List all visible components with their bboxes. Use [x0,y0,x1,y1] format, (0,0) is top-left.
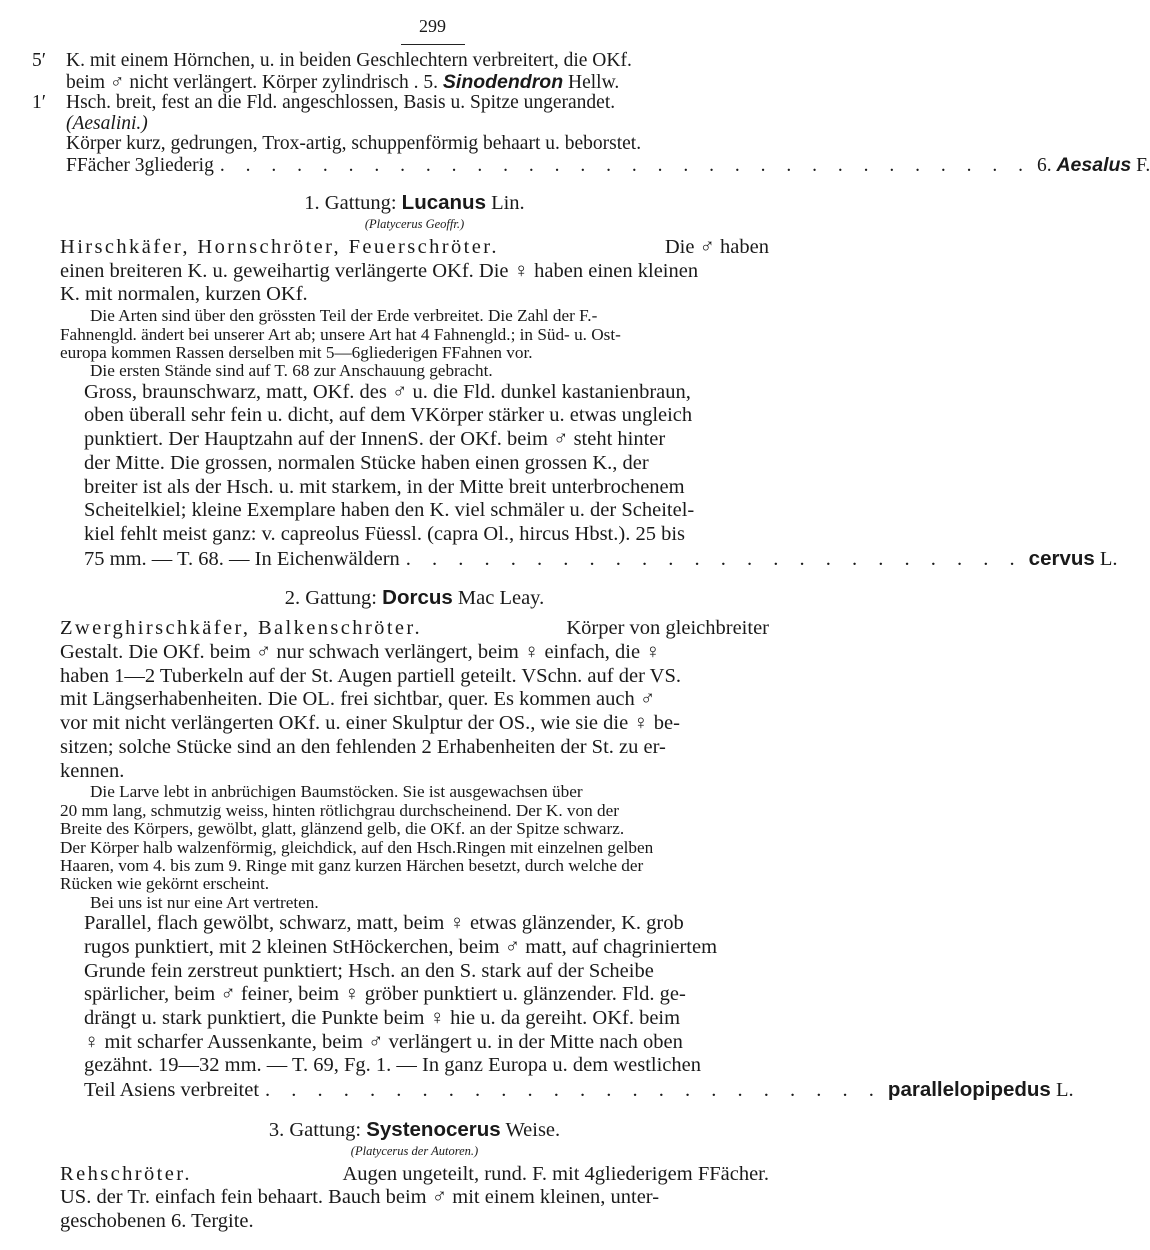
species-line: 75 mm. — T. 68. — In Eichenwäldern . . . . . . . . . . . . . . . . . . . . . . . . cervus L. [84,546,1118,570]
small-text-line: europa kommen Rassen derselben mit 5—6gliederigen FFahnen vor. [60,342,533,362]
species-line: gezähnt. 19—32 mm. — T. 69, Fg. 1. — In ganz Europa u. dem westlichen [84,1054,701,1077]
page-number: 299 [419,16,446,36]
small-text-line: Fahnengld. ändert bei unserer Art ab; unsere Art hat 4 Fahnengld.; in Süd- u. Ost- [60,324,621,344]
genus-dorcus [60,585,1074,1102]
text-line: sitzen; solche Stücke sind an den fehlenden 2 Erhabenheiten der St. zu er- [60,735,666,758]
text-line: kennen. [60,759,125,782]
species-line: ♀ mit scharfer Aussenkante, beim ♂ verlängert u. in der Mitte nach oben [84,1030,683,1053]
text-line: Gestalt. Die OKf. beim ♂ nur schwach verlängert, beim ♀ einfach, die ♀ [60,641,661,664]
species-line: kiel fehlt meist ganz: v. capreolus Füessl. (capra Ol., hircus Hbst.). 25 bis [84,522,686,545]
text-line: Hirschkäfer, Hornschröter, Feuerschröter. Die ♂ haben [60,236,769,258]
text-line: einen breiteren K. u. geweihartig verlängerte OKf. Die ♀ haben einen kleinen [60,259,699,282]
text-line: Zwerghirschkäfer, Balkenschröter. Körper von gleichbreiter [60,617,769,640]
species-line: Gross, braunschwarz, matt, OKf. des ♂ u. die Fld. dunkel kastanienbraun, [84,380,691,403]
genus-name: Sinodendron [442,70,564,93]
species-line: rugos punktiert, mit 2 kleinen StHöckerchen, beim ♂ matt, auf chagriniertem [84,935,718,958]
key-line: Körper kurz, gedrungen, Trox-artig, schuppenförmig behaart u. beborstet. [66,133,642,154]
small-text-line: Breite des Körpers, gewölbt, glatt, glänzend gelb, die OKf. an der Spitze schwarz. [60,819,625,839]
common-names: Zwerghirschkäfer, Balkenschröter. [60,617,423,640]
small-text-line: Die Larve lebt in anbrüchigen Baumstöcken. Sie ist ausgewachsen über [90,782,583,802]
species-line: Scheitelkiel; kleine Exemplare haben den K. viel schmäler u. der Scheitel- [84,499,695,522]
species-line: spärlicher, beim ♂ feiner, beim ♀ gröber punktiert u. glänzender. Fld. ge- [84,983,686,1006]
genus-lucanus [60,190,1118,571]
genus-systenocerus [60,1117,769,1234]
genus-name: Aesalus [1056,153,1132,176]
key-line: FFächer 3gliederig . . . . . . . . . . . . . . . . . . . . . . . . . . . . . . . . 6. Aesalus F. [66,153,1150,176]
species-line: Grunde fein zerstreut punktiert; Hsch. an den S. stark auf der Scheibe [84,959,654,982]
text-line: haben 1—2 Tuberkeln auf der St. Augen partiell geteilt. VSchn. auf der VS. [60,664,681,687]
small-text-line: Bei uns ist nur eine Art vertreten. [90,892,319,912]
key-couplet-number: 5′ [32,50,47,71]
common-names: Hirschkäfer, Hornschröter, Feuerschröter. [60,236,499,258]
key-line: (Aesalini.) [66,112,148,134]
species-line: drängt u. stark punktiert, die Punkte beim ♀ hie u. da gereiht. OKf. beim [84,1006,681,1029]
key-line: 1′ Hsch. breit, fest an die Fld. angeschlossen, Basis u. Spitze ungerandet. [32,92,616,113]
small-text-line: 20 mm lang, schmutzig weiss, hinten rötlichgrau durchscheinend. Der K. von der [60,800,619,820]
page-number-rule [401,44,465,45]
text-line: vor mit nicht verlängerten OKf. u. einer Skulptur der OS., wie sie die ♀ be- [60,712,680,735]
small-text-line: Haaren, vom 4. bis zum 9. Ringe mit ganz kurzen Härchen besetzt, durch welche der [60,855,644,875]
text-line: K. mit normalen, kurzen OKf. [60,283,308,306]
species-name: cervus [1028,546,1095,570]
genus-heading: 2. Gattung: Dorcus Mac Leay. [284,586,545,610]
common-names: Rehschröter. [60,1162,192,1185]
species-line: der Mitte. Die grossen, normalen Stücke haben einen grossen K., der [84,451,649,474]
text-line: Rehschröter. Augen ungeteilt, rund. F. mit 4gliederigem FFächer. [60,1162,769,1185]
genus-synonym: (Platycerus Geoffr.) [364,217,465,231]
leader-dots: . . . . . . . . . . . . . . . . . . . . . . . . [405,547,1023,570]
key-line: 5′ K. mit einem Hörnchen, u. in beiden Geschlechtern verbreitert, die OKf. [32,50,632,71]
text-line: mit Längserhabenheiten. Die OL. frei sichtbar, quer. Es kommen auch ♂ [60,688,656,711]
small-text-line: Der Körper halb walzenförmig, gleichdick, auf den Hsch.Ringen mit einzelnen gelben [60,837,654,857]
genus-name: Dorcus [382,586,453,610]
key-section [32,50,1150,176]
leader-dots: . . . . . . . . . . . . . . . . . . . . . . . . [265,1079,882,1102]
species-line: oben überall sehr fein u. dicht, auf dem VKörper stärker u. etwas ungleich [84,404,693,427]
genus-synonym: (Platycerus der Autoren.) [350,1143,479,1158]
genus-heading: 1. Gattung: Lucanus Lin. [304,191,525,214]
species-name: parallelopipedus [887,1078,1051,1102]
small-text-line: Die Arten sind über den grössten Teil der Erde verbreitet. Die Zahl der F.- [90,306,598,326]
species-line: breiter ist als der Hsch. u. mit starkem, in der Mitte breit unterbrochenem [84,475,685,498]
small-text-line: Die ersten Stände sind auf T. 68 zur Anschauung gebracht. [90,361,493,381]
text-line: US. der Tr. einfach fein behaart. Bauch beim ♂ mit einem kleinen, unter- [60,1186,660,1209]
small-text-line: Rücken wie gekörnt erscheint. [60,874,270,894]
species-line: punktiert. Der Hauptzahn auf der InnenS. der OKf. beim ♂ steht hinter [84,428,666,451]
genus-heading: 3. Gattung: Systenocerus Weise. [268,1117,561,1141]
key-couplet-number: 1′ [32,92,47,113]
species-line: Parallel, flach gewölbt, schwarz, matt, beim ♀ etwas glänzender, K. grob [84,912,684,935]
text-line: geschobenen 6. Tergite. [60,1210,254,1233]
leader-dots: . . . . . . . . . . . . . . . . . . . . . . . . . . . . . . . . [219,154,1031,176]
genus-name: Systenocerus [366,1117,501,1141]
genus-name: Lucanus [401,191,486,214]
key-line: beim ♂ nicht verlängert. Körper zylindrisch . 5. Sinodendron Hellw. [66,70,620,93]
species-line: Teil Asiens verbreitet . . . . . . . . . . . . . . . . . . . . . . . . parallelopipedus L. [84,1078,1074,1102]
